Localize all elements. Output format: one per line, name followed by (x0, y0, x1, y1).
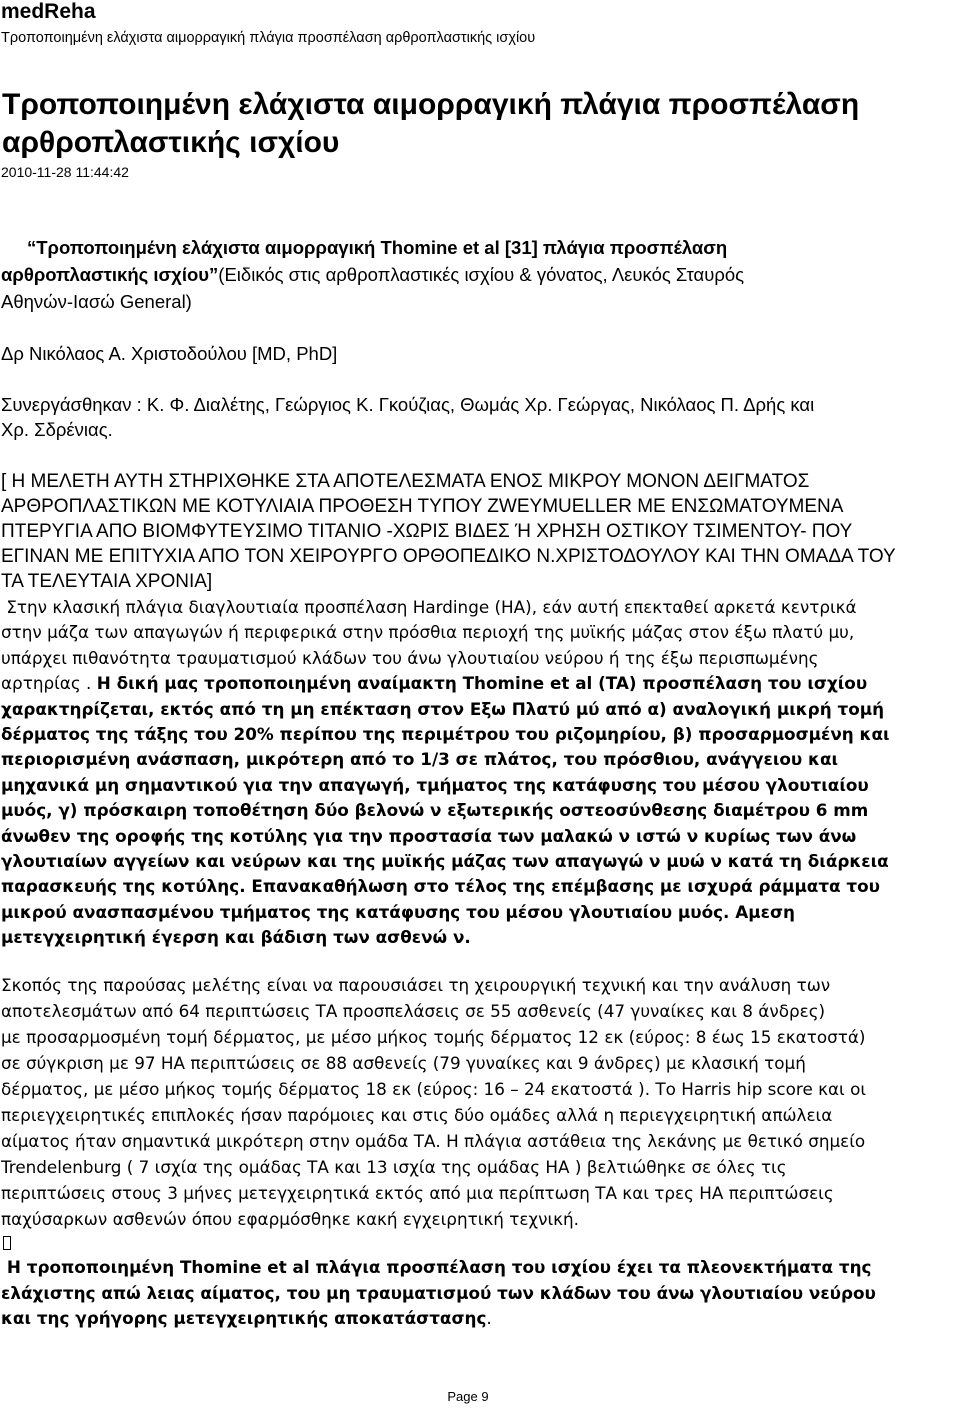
text-run: . (486, 1308, 492, 1328)
text-line (1, 925, 957, 950)
text-line (1, 261, 957, 288)
text-run: ΤΑ ΤΕΛΕΥΤΑΙΑ ΧΡΟΝΙΑ] (1, 571, 213, 592)
text-line (1, 1154, 957, 1180)
text-line (1, 234, 957, 261)
text-line (1, 1024, 957, 1050)
article-title: Τροποποιημένη ελάχιστα αιμορραγική πλάγια προσπέλαση αρθροπλαστικής ισχίου (2, 88, 860, 159)
text-run: στην μάζα των απαγωγών ή περιφερικά στην πρόσθια περιοχή της μυϊκής μάζας στον έξω πλατύ μυ, (1, 622, 855, 643)
text-line (1, 544, 957, 569)
text-run: Συνεργάσθηκαν : Κ. Φ. Διαλέτης, Γεώργιος Κ. Γκούζιας, Θωμάς Χρ. Γεώργας, Νικόλαος Π. Δρής και (1, 394, 815, 415)
bold-text-run: χαρακτηρίζεται, εκτός από τη μη επέκταση στον Εξω Πλατύ μύ από α) αναλογική μικρή τομή (1, 698, 885, 719)
text-line (1, 1180, 957, 1206)
results-paragraph (1, 972, 957, 1232)
text-run: Χρ. Σδρένιας. (1, 419, 113, 440)
text-line (1, 773, 957, 798)
text-line (1, 569, 957, 594)
text-line (1, 469, 957, 494)
text-run: υπάρχει πιθανότητα τραυματισμού κλάδων του άνω γλουτιαίου νεύρου ή της έξω περισπωμένης (1, 647, 819, 668)
text-line (1, 900, 957, 925)
bold-text-run: μυός, γ) πρόσκαιρη τοποθέτηση δύο βελονώ ν εξωτερικής οστεοσύνθεσης διαμέτρου 6 mm (1, 800, 869, 821)
text-run: σε σύγκριση με 97 ΗΑ περιπτώσεις σε 88 ασθενείς (79 γυναίκες και 9 άνδρες) με κλασική τομή (1, 1053, 806, 1073)
text-line (1, 998, 957, 1024)
bold-text-run: άνωθεν της οροφής της κοτύλης για την προστασία των μαλακώ ν ιστώ ν κυρίως των άνω (1, 825, 857, 846)
text-line (1, 494, 957, 519)
text-line (1, 1281, 957, 1307)
text-run: περιπτώσεις στους 3 μήνες μετεγχειρητικά εκτός από μια περίπτωση ΤΑ και τρες ΗΑ περιπτώσεις (1, 1183, 834, 1203)
text-line (1, 874, 957, 899)
text-run: ΠΤΕΡΥΓΙΑ ΑΠΟ ΒΙΟΜΦΥΤΕΥΣΙΜΟ ΤΙΤΑΝΙΟ -ΧΩΡΙΣ ΒΙΔΕΣ Ή ΧΡΗΣΗ ΟΣΤΙΚΟΥ ΤΣΙΜΕΝΤΟΥ- ΠΟΥ (1, 521, 853, 542)
text-line (1, 1050, 957, 1076)
text-line (1, 747, 957, 772)
text-line (1, 722, 957, 747)
text-run: ΑΡΘΡΟΠΛΑΣΤΙΚΩΝ ΜΕ ΚΟΤΥΛΙΑΙΑ ΠΡΟΘΕΣΗ ΤΥΠΟΥ ZWEYMUELLER ΜΕ ΕΝΣΩΜΑΤΟΥΜΕΝΑ (1, 496, 844, 517)
bold-text-run: και της γρήγορης μετεγχειρητικής αποκατάστασης (1, 1308, 487, 1328)
technique-paragraph (1, 595, 957, 951)
text-line (1, 1102, 957, 1128)
text-line (1, 849, 957, 874)
conclusion-paragraph (1, 1255, 957, 1332)
text-line (1, 1206, 957, 1232)
text-run: Σκοπός της παρούσας μελέτης είναι να παρουσιάσει τη χειρουργική τεχνική και την ανάλυση των (1, 975, 831, 995)
study-note-paragraph (1, 469, 957, 594)
text-line (1, 646, 957, 671)
breadcrumb: Τροποποιημένη ελάχιστα αιμορραγική πλάγια προσπέλαση αρθροπλαστικής ισχίου (1, 30, 536, 46)
bold-text-run: μετεγχειρητική έγερση και βάδιση των ασθενώ ν. (1, 927, 471, 948)
text-run: Στην κλασική πλάγια διαγλουτιαία προσπέλαση Hardinge (HA), εάν αυτή επεκταθεί αρκετά κεντρικά (1, 597, 857, 617)
text-line (1, 1128, 957, 1154)
text-line (1, 824, 957, 849)
text-run: δέρματος, με μέσο μήκος τομής δέρματος 18 εκ (εύρος: 16 – 24 εκατοστά ). Το Harris hip score και οι (1, 1079, 867, 1099)
author-line: Δρ Νικόλαος Α. Χριστοδούλου [MD, PhD] (1, 343, 338, 364)
text-run: παχύσαρκων ασθενών όπου εφαρμόσθηκε κακή εγχειρητική τεχνική. (1, 1209, 580, 1229)
text-line (1, 595, 957, 620)
article-timestamp: 2010-11-28 11:44:42 (1, 164, 129, 180)
bold-text-run: Η δική μας τροποποιημένη αναίμακτη Thomine et al (TA) προσπέλαση του ισχίου (96, 673, 868, 694)
bold-text-run: γλουτιαίων αγγείων και νεύρων και της μυϊκής μάζας των απαγωγώ ν μυώ ν κατά τη διάρκεια (1, 851, 889, 872)
missing-glyph-box (3, 1236, 11, 1250)
bold-text-run: “Τροποποιημένη ελάχιστα αιμορραγική Thomine et al [31] πλάγια προσπέλαση (27, 237, 728, 258)
text-run: Αθηνών-Ιασώ General) (1, 291, 192, 312)
text-line (1, 1306, 957, 1332)
text-run: αρτηρίας . (1, 673, 97, 694)
intro-heading-paragraph (1, 234, 957, 315)
text-run: Trendelenburg ( 7 ισχία της ομάδας ΤΑ και 13 ισχία της ομάδας ΗΑ ) βελτιώθηκε σε όλες τις (1, 1157, 787, 1177)
bold-text-run: δέρματος της τάξης του 20% περίπου της περιμέτρου του ριζομηρίου, β) προσαρμοσμένη και (1, 724, 890, 745)
text-run: αποτελεσμάτων από 64 περιπτώσεις ΤΑ προσπελάσεις σε 55 ασθενείς (47 γυναίκες και 8 άνδρες) (1, 1001, 826, 1021)
collaborators-paragraph (1, 392, 957, 442)
text-line (1, 620, 957, 645)
bold-text-run: μικρού ανασπασμένου τμήματος της κατάφυσης του μέσου γλουτιαίου μυός. Αμεση (1, 901, 795, 922)
site-brand: medReha (1, 0, 96, 23)
page-number: Page 9 (447, 1389, 489, 1404)
text-line (1, 697, 957, 722)
text-run: με προσαρμοσμένη τομή δέρματος, με μέσο μήκος τομής δέρματος 12 εκ (εύρος: 8 έως 15 εκατοστά) (1, 1027, 866, 1047)
bold-text-run: αρθροπλαστικής ισχίου” (1, 264, 219, 285)
bold-text-run: παρασκευής της κοτύλης. Επανακαθήλωση στο τέλος της επέμβασης με ισχυρά ράμματα του (1, 876, 880, 897)
text-line (1, 798, 957, 823)
bold-text-run: Η τροποποιημένη Thomine et al πλάγια προσπέλαση του ισχίου έχει τα πλεονεκτήματα της (1, 1257, 872, 1277)
text-line (1, 392, 957, 417)
text-line (1, 972, 957, 998)
text-run: (Ειδικός στις αρθροπλαστικές ισχίου & γόνατος, Λευκός Σταυρός (218, 264, 745, 285)
text-run: [ Η ΜΕΛΕΤΗ ΑΥΤΗ ΣΤΗΡΙΧΘΗΚΕ ΣΤΑ ΑΠΟΤΕΛΕΣΜΑΤΑ ΕΝΟΣ ΜΙΚΡΟΥ ΜΟΝΟΝ ΔΕΙΓΜΑΤΟΣ (1, 471, 810, 492)
text-line (1, 288, 957, 315)
text-line (1, 519, 957, 544)
text-line (1, 1076, 957, 1102)
text-run: περιεγχειρητικές επιπλοκές ήσαν παρόμοιες και στις δύο ομάδες αλλά η περιεγχειρητική απώλεια (1, 1105, 833, 1125)
text-run: αίματος ήταν σημαντικά μικρότερη στην ομάδα ΤΑ. Η πλάγια αστάθεια της λεκάνης με θετικό σημείο (1, 1131, 866, 1151)
bold-text-run: περιορισμένη ανάσπαση, μικρότερη από το 1/3 σε πλάτος, του πρόσθιου, ανάγγειου και (1, 749, 839, 770)
text-line (1, 671, 957, 696)
text-run: ΕΓΙΝΑΝ ΜΕ ΕΠΙΤΥΧΙΑ ΑΠΟ ΤΟΝ ΧΕΙΡΟΥΡΓΟ ΟΡΘΟΠΕΔΙΚΟ Ν.ΧΡΙΣΤΟΔΟΥΛΟΥ ΚΑΙ ΤΗΝ ΟΜΑΔΑ ΤΟΥ (1, 546, 896, 567)
text-line (1, 1255, 957, 1281)
bold-text-run: ελάχιστης απώ λειας αίματος, του μη τραυματισμού των κλάδων του άνω γλουτιαίου νεύρου (1, 1282, 876, 1303)
text-line (1, 417, 957, 442)
bold-text-run: μηχανικά μη σημαντικού για την απαγωγή, τμήματος της κατάφυσης του μέσου γλουτιαίου (1, 774, 869, 795)
